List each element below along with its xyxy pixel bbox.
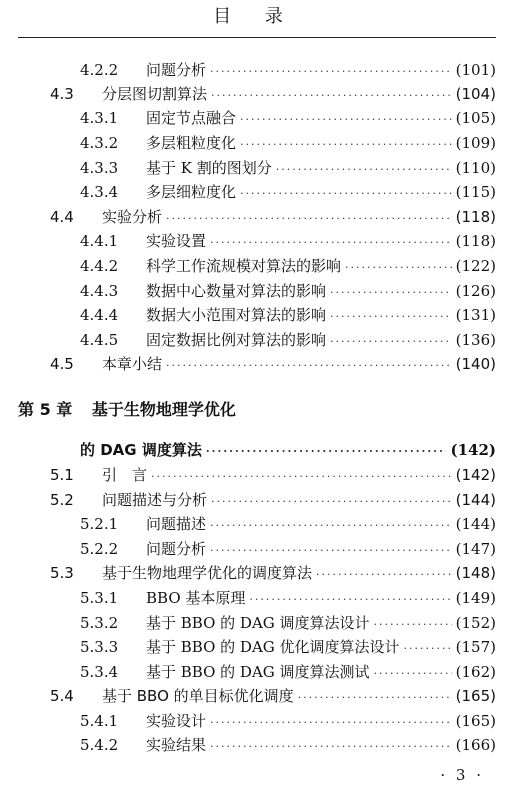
toc-entry[interactable] xyxy=(80,660,496,684)
dot-leader xyxy=(374,611,452,635)
toc-entry-page: (166) xyxy=(455,736,496,754)
dot-leader xyxy=(330,279,452,303)
toc-entry-title: BBO 基本原理 xyxy=(146,589,246,607)
toc-entry-number: 5.4.2 xyxy=(80,736,119,754)
toc-entry-number: 5.4 xyxy=(50,687,74,705)
dot-leader xyxy=(316,561,452,585)
dot-leader xyxy=(374,660,452,684)
toc-entry-number: 4.4.1 xyxy=(80,232,119,250)
toc-entry-number: 4.4.2 xyxy=(80,257,119,275)
toc-entry-page: (122) xyxy=(455,257,496,275)
toc-entry-page: (148) xyxy=(455,564,496,582)
toc-entry-number: 5.2 xyxy=(50,491,74,509)
dot-leader xyxy=(276,156,452,180)
toc-entry[interactable] xyxy=(80,709,496,733)
toc-entry-number: 4.5 xyxy=(50,355,74,373)
toc-entry-page: (131) xyxy=(455,306,496,324)
toc-entry[interactable] xyxy=(80,537,496,561)
toc-entry[interactable] xyxy=(80,586,496,610)
dot-leader xyxy=(151,463,452,487)
toc-entry[interactable] xyxy=(80,635,496,659)
toc-entry[interactable] xyxy=(80,229,496,253)
dot-leader xyxy=(166,352,452,376)
toc-entry[interactable] xyxy=(50,463,496,487)
toc-entry-page: (110) xyxy=(455,159,496,177)
toc-entry-page: (109) xyxy=(455,134,496,152)
dot-leader xyxy=(166,205,452,229)
toc-entry-title: 固定节点融合 xyxy=(146,109,237,127)
toc-entry-page: (144) xyxy=(455,491,496,509)
toc-entry-number: 4.2.2 xyxy=(80,61,119,79)
dot-leader xyxy=(210,733,452,757)
toc-entry-title: 本章小结 xyxy=(102,355,163,373)
dot-leader xyxy=(206,438,447,462)
toc-entry-page: (105) xyxy=(455,109,496,127)
toc-entry-page: (140) xyxy=(455,355,496,373)
toc-entry-title: 实验结果 xyxy=(146,736,207,754)
toc-entry-page: (165) xyxy=(455,687,496,705)
toc-entry-title: 多层粗粒度化 xyxy=(146,134,237,152)
toc-entry-page: (144) xyxy=(455,515,496,533)
toc-entry[interactable] xyxy=(80,611,496,635)
toc-entry-title: 科学工作流规模对算法的影响 xyxy=(146,257,342,275)
dot-leader xyxy=(210,58,452,82)
dot-leader xyxy=(240,131,452,155)
toc-entry-title: 问题分析 xyxy=(146,61,207,79)
toc-entry-number: 4.4.4 xyxy=(80,306,119,324)
toc-entry-number: 5.3.1 xyxy=(80,589,119,607)
chapter-heading-continuation[interactable] xyxy=(80,438,496,462)
toc-entry-page: (149) xyxy=(455,589,496,607)
toc-entry-page: (101) xyxy=(455,61,496,79)
toc-entry-number: 4.3.1 xyxy=(80,109,119,127)
toc-entry-title: 基于 K 割的图划分 xyxy=(146,159,272,177)
chapter-number: 第 5 章 xyxy=(18,400,73,419)
dot-leader xyxy=(345,254,452,278)
toc-entry-title: 多层细粒度化 xyxy=(146,183,237,201)
dot-leader xyxy=(298,684,452,708)
toc-entry[interactable] xyxy=(50,82,496,106)
toc-entry[interactable] xyxy=(80,512,496,536)
chapter-title-line2: 的 DAG 调度算法 xyxy=(80,441,202,459)
dot-leader xyxy=(210,512,452,536)
chapter-page: (142) xyxy=(450,441,496,459)
toc-entry-number: 5.3.3 xyxy=(80,638,119,656)
toc-entry[interactable] xyxy=(80,279,496,303)
toc-entry-page: (152) xyxy=(455,614,496,632)
toc-entry-page: (142) xyxy=(455,466,496,484)
toc-entry-title: 实验设计 xyxy=(146,712,207,730)
chapter-title-line1: 基于生物地理学优化 xyxy=(91,400,236,419)
dot-leader xyxy=(404,635,452,659)
toc-entry-number: 5.2.2 xyxy=(80,540,119,558)
toc-entry-title: 数据大小范围对算法的影响 xyxy=(146,306,327,324)
toc-entry[interactable] xyxy=(80,733,496,757)
dot-leader xyxy=(249,586,451,610)
toc-entry[interactable] xyxy=(80,180,496,204)
toc-entry[interactable] xyxy=(80,156,496,180)
toc-entry-title: 问题描述 xyxy=(146,515,207,533)
dot-leader xyxy=(240,180,452,204)
toc-entry-title: 问题描述与分析 xyxy=(102,491,208,509)
toc-entry-title: 数据中心数量对算法的影响 xyxy=(146,282,327,300)
toc-entry-number: 5.4.1 xyxy=(80,712,119,730)
toc-entry[interactable] xyxy=(50,205,496,229)
toc-entry-title: 引 言 xyxy=(102,466,148,484)
dot-leader xyxy=(211,82,452,106)
toc-entry[interactable] xyxy=(50,352,496,376)
toc-entry-page: (157) xyxy=(455,638,496,656)
toc-entry-title: 基于 BBO 的 DAG 优化调度算法设计 xyxy=(146,638,400,656)
toc-entry-number: 4.3.2 xyxy=(80,134,119,152)
toc-entry-page: (126) xyxy=(455,282,496,300)
dot-leader xyxy=(210,537,452,561)
toc-entry[interactable] xyxy=(80,106,496,130)
toc-entry[interactable] xyxy=(80,131,496,155)
dot-leader xyxy=(211,488,452,512)
toc-entry-number: 5.1 xyxy=(50,466,74,484)
dot-leader xyxy=(210,709,452,733)
toc-entry-title: 实验分析 xyxy=(102,208,163,226)
toc-entry[interactable] xyxy=(80,58,496,82)
toc-entry-title: 固定数据比例对算法的影响 xyxy=(146,331,327,349)
toc-entry-page: (118) xyxy=(455,208,496,226)
toc-entry-title: 基于 BBO 的 DAG 调度算法测试 xyxy=(146,663,370,681)
toc-entry[interactable] xyxy=(80,328,496,352)
dot-leader xyxy=(240,106,452,130)
toc-entry-number: 5.3.2 xyxy=(80,614,119,632)
toc-entry-number: 4.3.4 xyxy=(80,183,119,201)
toc-entry-number: 4.4.3 xyxy=(80,282,119,300)
toc-entry-page: (104) xyxy=(455,85,496,103)
toc-entry-page: (136) xyxy=(455,331,496,349)
toc-entry-page: (118) xyxy=(455,232,496,250)
toc-entry-number: 5.3 xyxy=(50,564,74,582)
toc-entry-page: (147) xyxy=(455,540,496,558)
dot-leader xyxy=(330,303,452,327)
toc-entry-title: 基于生物地理学优化的调度算法 xyxy=(102,564,313,582)
toc-entry-title: 实验设置 xyxy=(146,232,207,250)
toc-entry-number: 5.3.4 xyxy=(80,663,119,681)
toc-entry-page: (115) xyxy=(455,183,496,201)
toc-entry[interactable] xyxy=(80,303,496,327)
dot-leader xyxy=(210,229,452,253)
toc-entry-page: (162) xyxy=(455,663,496,681)
toc-entry[interactable] xyxy=(50,488,496,512)
toc-entry[interactable] xyxy=(80,254,496,278)
toc-entry-number: 4.3.3 xyxy=(80,159,119,177)
toc-entry-title: 分层图切割算法 xyxy=(102,85,208,103)
chapter-heading[interactable] xyxy=(18,398,236,422)
toc-entry[interactable] xyxy=(50,561,496,585)
toc-entry[interactable] xyxy=(50,684,496,708)
toc-entry-title: 基于 BBO 的单目标优化调度 xyxy=(102,687,294,705)
toc-entry-title: 问题分析 xyxy=(146,540,207,558)
page-header-title: 目 录 xyxy=(213,6,297,27)
toc-entry-title: 基于 BBO 的 DAG 调度算法设计 xyxy=(146,614,370,632)
dot-leader xyxy=(330,328,452,352)
toc-entry-page: (165) xyxy=(455,712,496,730)
toc-entry-number: 4.4 xyxy=(50,208,74,226)
toc-entry-number: 5.2.1 xyxy=(80,515,119,533)
toc-entry-number: 4.3 xyxy=(50,85,74,103)
page-number-footer: · 3 · xyxy=(440,766,484,784)
toc-entry-number: 4.4.5 xyxy=(80,331,119,349)
